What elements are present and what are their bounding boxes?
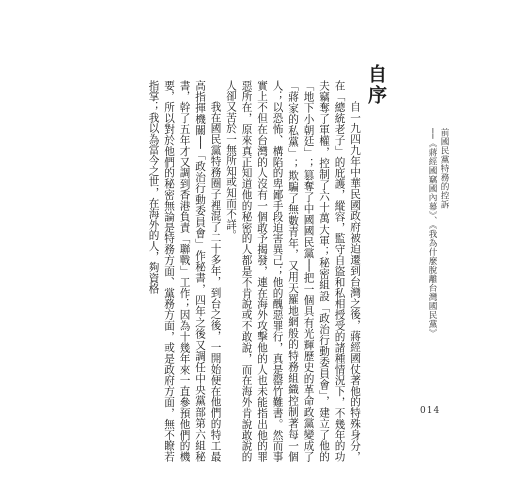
chapter-title: 自序 <box>365 64 387 106</box>
paragraph-1: 自一九四九年中華民國政府被迫遷到台灣之後，蔣經國仗著他的特殊身分，在「總統老子」的庇護，縱容，監守自盜和私相授受的諸種情況下，不幾年的功夫竊奪了軍權，控制了六十萬大軍；秘密組設「政治行動委員會」，建立了他的「地下小朝廷」；篡奪了中國國民黨──把一個具有光輝歷史的革命政黨變成了「蔣家的私黨」；欺騙了無數青年，又用天羅地網般的特務組織控制著每一個人；以恐怖、構陷的卑鄙手段迫害異己；他的醜惡罪行，真是罄竹難書。然而事實上不但在台灣的人沒有一個敢予揭發，連在海外攻擊他的人也未能指出他的罪惡所在，原來真正知道他的秘密的人都是不肯說或不敢說，而在海外肯說敢說的人卻又苦於一無所知或知而不詳。 <box>225 80 361 462</box>
running-head-subtitle: ──《蔣經國竊國內幕》、《我為什麼脫離台灣國民黨》 <box>427 128 437 338</box>
paragraph-2: 我在國民黨特務圈子裡混了二十多年，到台之後，一開始便在他們的特工最高指揮機關──「政治行動委員會」作秘書，四年之後又調任中央黨部第六組秘書，幹了五年才又調到香港負責「聯戰」工作；因為十幾年來一直參預他們的機要，所以對於他們的秘密無論是特務方面、黨務方面，或是政府方面，無不瞭若指掌；我以為當今之世，在海外的人，夠資格 <box>147 80 222 462</box>
body-text <box>106 80 362 462</box>
running-head-title: 前國民黨特務的控訴 <box>439 128 449 209</box>
page-number: 014 <box>420 406 441 416</box>
